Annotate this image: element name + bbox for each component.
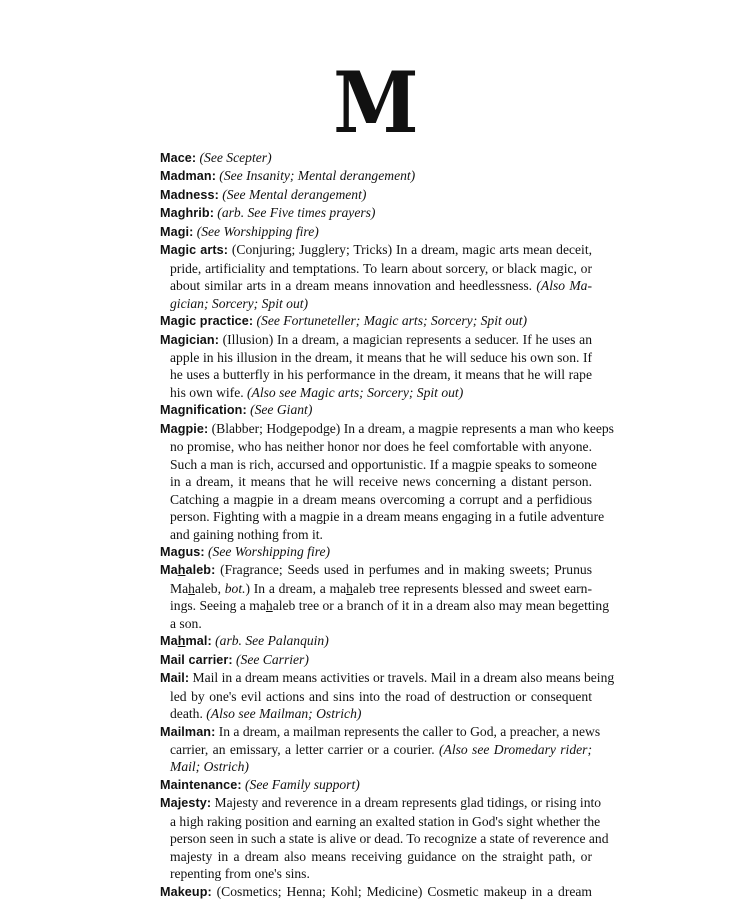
cross-reference: (See Worshipping fire) [208,543,331,559]
entry-madman: Madman: (See Insanity; Mental derangement) [160,168,416,184]
definition-text: a high raking position and earning an exalted station in God's sight whether the [170,813,601,829]
definition-text: he uses a butterfly in his performance in the dream, it means that he will rape [170,367,592,383]
section-letter-heading: M [333,53,417,152]
entry-term: Mail [160,671,185,686]
entry-mail: Mail: Mail in a dream means activities or travels. Mail in a dream also means being led by one's evil actions and sins into the road of destruction or consequent death. (Also see Mailman; Ostrich) [160,670,615,722]
entry-magi: Magi: (See Worshipping fire) [160,223,319,239]
definition-text: death. [170,706,203,722]
entry-mail-carrier: Mail carrier: (See Carrier) [160,651,309,667]
entry-term: Magnification [160,403,243,418]
definition-text: Mail in a dream means activities or travels. Mail in a dream also means being [192,670,615,686]
cross-reference: (Also Ma- [536,278,593,294]
entry-magus: Magus: (See Worshipping fire) [160,543,331,559]
definition-text: (Illusion) In a dream, a magician represents a seducer. If he uses an [222,331,592,347]
definition-text: (Fragrance; Seeds used in perfumes and in making sweets; Prunus [220,562,592,578]
entry-term: Magic practice [160,314,249,329]
entry-madness: Madness: (See Mental derangement) [160,186,367,202]
entry-term: Magic arts [160,243,224,258]
cross-reference: (See Fortuneteller; Magic arts; Sorcery; Spit out) [256,313,528,329]
entry-term: Madness [160,187,215,202]
definition-text: a son. [170,615,202,631]
definition-text: apple in his illusion in the dream, it means that he will seduce his own son. If [170,349,592,365]
entry-mahaleb: Mahaleb: (Fragrance; Seeds used in perfumes and in making sweets; Prunus Mahaleb, bot.) In a dream, a mahaleb tree represents blessed and sweet earn- ings. Seeing a mahaleb tree or a branch of it in a dream also may mean begetting a son. [160,562,610,631]
definition-text: person seen in such a state is alive or dead. To recognize a state of reverence and [170,831,609,847]
entry-magician: Magician: (Illusion) In a dream, a magician represents a seducer. If he uses an apple in his illusion in the dream, it means that he will seduce his own son. If he uses a butterfly in his performance in the dream, it means that he will rape his own wife. (Also see Magic arts; Sorcery; Spit out) [160,331,592,400]
cross-reference: (See Family support) [245,776,360,792]
entry-magnification: Magnification: (See Giant) [160,402,313,418]
definition-text: led by one's evil actions and sins into the road of destruction or consequent [170,688,592,704]
entry-term: Mahaleb [160,563,212,578]
definition-text: his own wife. [170,384,244,400]
cross-reference: Mail; Ostrich) [170,759,249,775]
entry-magic-practice: Magic practice: (See Fortuneteller; Magic arts; Sorcery; Spit out) [160,313,528,329]
cross-reference: (See Mental derangement) [222,186,367,202]
entry-term: Madman [160,169,212,184]
entry-term: Magus [160,544,201,559]
definition-text: no promise, who has neither honor nor does he feel comfortable with anyone. [170,439,592,455]
definition-text: (Cosmetics; Henna; Kohl; Medicine) Cosmetic makeup in a dream [216,883,592,899]
entry-mace: Mace: (See Scepter) [160,150,272,165]
cross-reference: (Also see Mailman; Ostrich) [206,706,362,722]
entry-majesty: Majesty: Majesty and reverence in a dream represents glad tidings, or rising into a high raking position and earning an exalted station in God's sight whether the person seen in such a state is alive or dead. To recognize a state of reverence and majesty in a dream also means receiving guidance on the straight path, or repenting from one's sins. [160,795,609,882]
definition-text: about similar arts in a dream means innovation and heedlessness. [170,278,533,294]
definition-text: pride, artificiality and temptations. To learn about sorcery, or black magic, or [170,260,592,276]
definition-text: repenting from one's sins. [170,866,310,882]
cross-reference: (arb. See Five times prayers) [217,205,376,221]
definition-text: ings. Seeing a mahaleb tree or a branch of it in a dream also may mean begetting [170,598,610,614]
entry-term: Mailman [160,724,212,739]
entry-term: Mail carrier [160,652,229,667]
cross-reference: (See Worshipping fire) [196,223,319,239]
cross-reference: (arb. See Palanquin) [215,633,329,649]
cross-reference: (See Carrier) [236,651,309,667]
definition-text: Majesty and reverence in a dream represents glad tidings, or rising into [214,795,602,811]
entry-term: Majesty [160,796,207,811]
entry-maintenance: Maintenance: (See Family support) [160,776,360,792]
entry-makeup: Makeup: (Cosmetics; Henna; Kohl; Medicine) Cosmetic makeup in a dream [160,883,592,899]
entry-maghrib: Maghrib: (arb. See Five times prayers) [160,205,376,221]
definition-text: person. Fighting with a magpie in a dream means engaging in a futile adventure [170,509,605,525]
cross-reference: (Also see Dromedary rider; [439,741,592,757]
entry-term: Mace [160,151,192,165]
entry-mailman: Mailman: In a dream, a mailman represents the caller to God, a preacher, a news carrier, an emissary, a letter carrier or a courier. (Also see Dromedary rider; Mail; Ostrich) [160,723,601,775]
definition-text: (Blabber; Hodgepodge) In a dream, a magpie represents a man who keeps [211,420,614,436]
definition-text: majesty in a dream also means receiving guidance on the straight path, or [170,848,592,864]
entry-mahmal: Mahmal: (arb. See Palanquin) [160,633,329,649]
entry-term: Mahmal [160,634,208,649]
entry-magpie: Magpie: (Blabber; Hodgepodge) In a dream, a magpie represents a man who keeps no promise, who has neither honor nor does he feel comfortable with anyone. Such a man is rich, accursed and opportunistic. If a magpie speaks to someone in a dream, it means that he will receive news concerning a distant person. Catching a magpie in a dream means overcoming a corrupt and a perfidious person. Fighting with a magpie in a dream means engaging in a futile adventure and gaining nothing from it. [160,420,614,542]
definition-text: carrier, an emissary, a letter carrier or a courier. [170,741,435,757]
entry-magic-arts: Magic arts: (Conjuring; Jugglery; Tricks) In a dream, magic arts mean deceit, pride, artificiality and temptations. To learn about sorcery, or black magic, or about similar arts in a dream means innovation and heedlessness. (Also Ma- gician; Sorcery; Spit out) [160,242,593,311]
entry-term: Magician [160,332,215,347]
definition-text: Such a man is rich, accursed and opportunistic. If a magpie speaks to someone [170,456,597,472]
cross-reference: (See Insanity; Mental derangement) [219,168,416,184]
definition-text: (Conjuring; Jugglery; Tricks) In a dream, magic arts mean deceit, [231,242,593,258]
definition-text: and gaining nothing from it. [170,526,323,542]
entry-term: Makeup [160,884,208,899]
definition-text: Catching a magpie in a dream means overcoming a corrupt and a perfidious [170,491,592,507]
definition-text: Mahaleb, bot.) In a dream, a mahaleb tree represents blessed and sweet earn- [170,580,592,596]
cross-reference: gician; Sorcery; Spit out) [170,295,309,311]
dictionary-entries [160,149,615,901]
cross-reference: (Also see Magic arts; Sorcery; Spit out) [247,384,464,400]
definition-text: in a dream, it means that he will receive news concerning a distant person. [170,474,592,490]
entry-term: Maintenance [160,777,238,792]
cross-reference: (See Giant) [250,402,313,418]
entry-term: Magpie [160,421,204,436]
cross-reference: (See Scepter) [199,150,272,165]
definition-text: In a dream, a mailman represents the caller to God, a preacher, a news [218,723,601,739]
entry-term: Maghrib [160,206,210,221]
entry-term: Magi [160,224,190,239]
